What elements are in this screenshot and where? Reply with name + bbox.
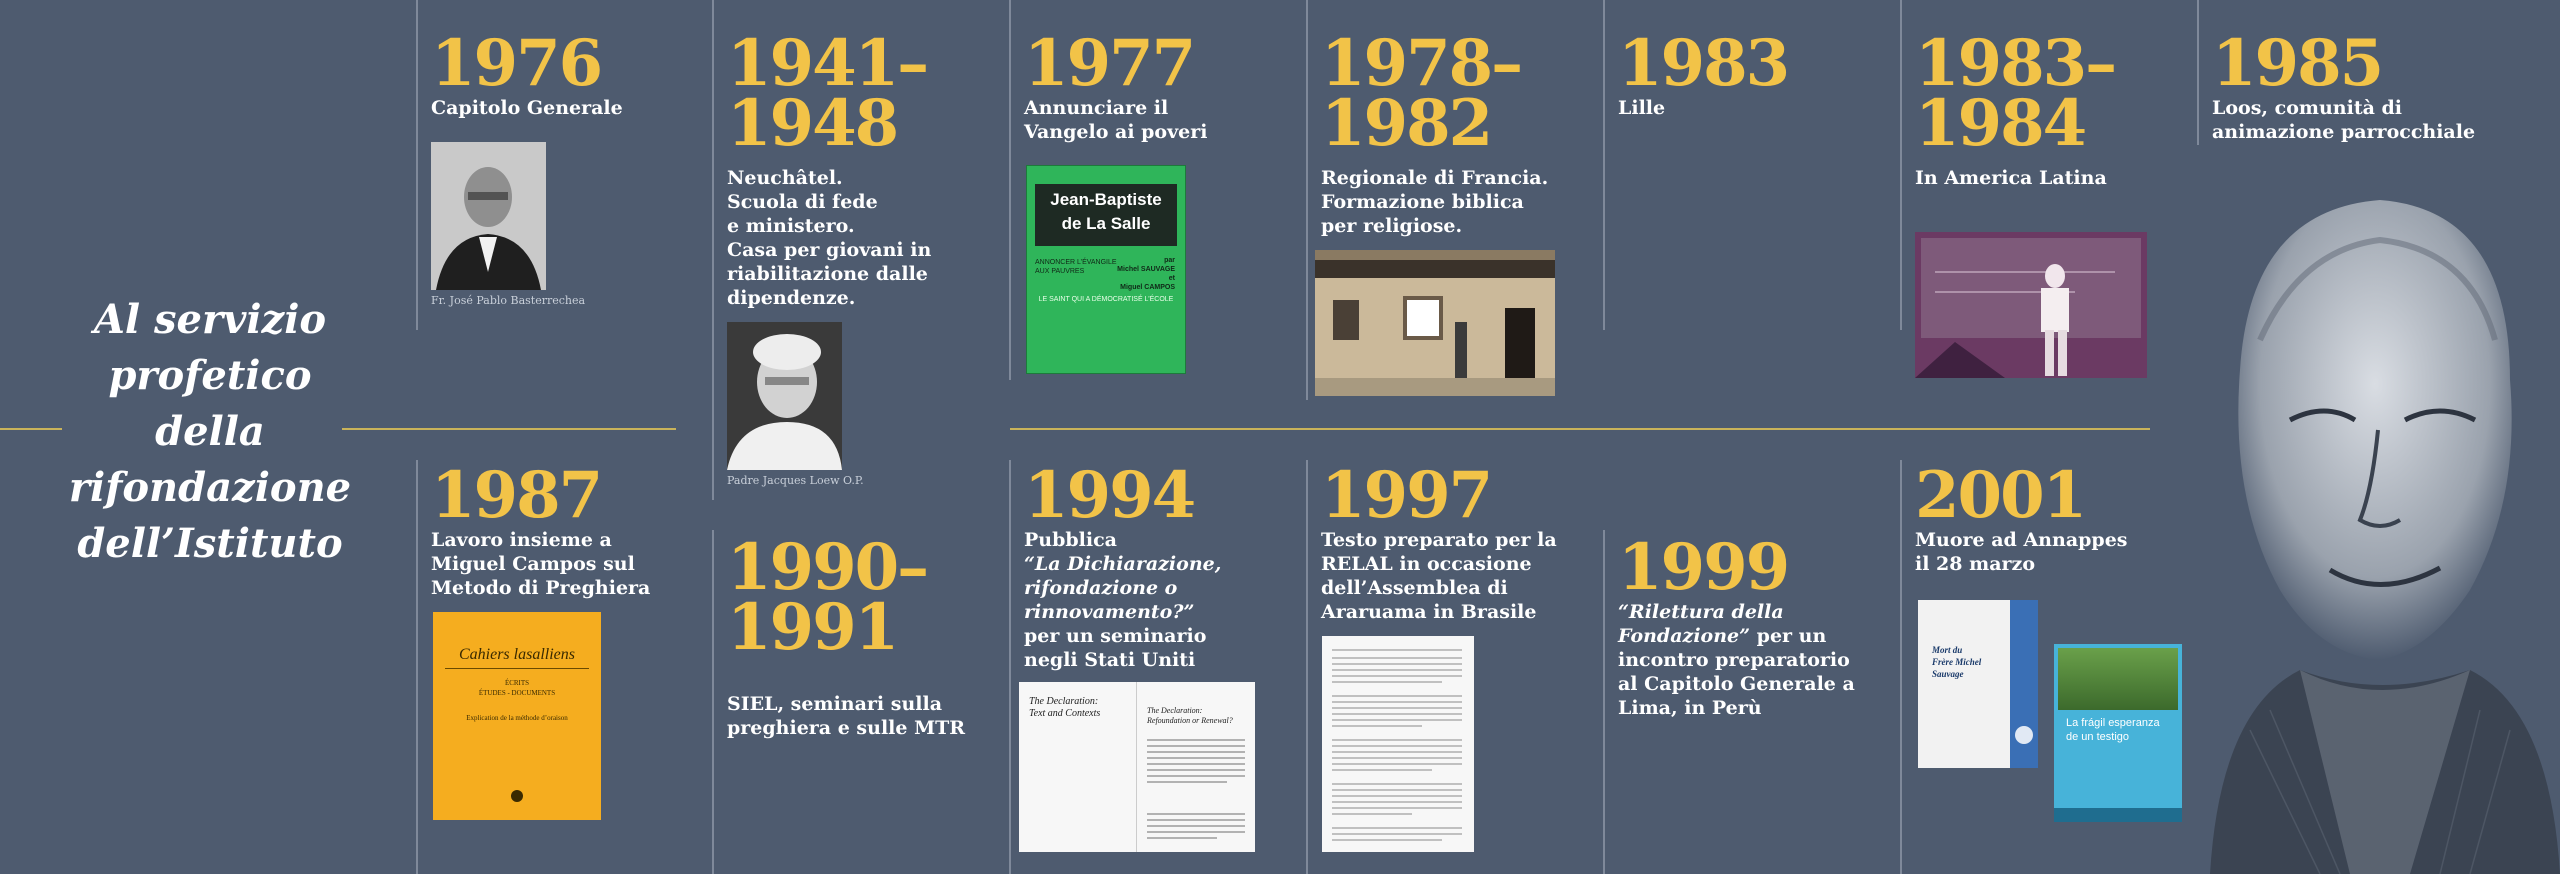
timeline-mid: [342, 428, 676, 430]
book-cover-1977: [1027, 166, 1185, 373]
portrait-photo-basterrechea: [431, 142, 546, 290]
timeline-right: [1010, 428, 2150, 430]
caption-1985: Loos, comunità di animazione parrocchiale: [2212, 97, 2476, 143]
doc-left-title: The Declaration: Text and Contexts: [1029, 696, 1101, 719]
caption-1994: [1024, 528, 1221, 672]
caption-2001: Muore ad Annappes il 28 marzo: [1915, 529, 2128, 575]
title-line: della: [155, 408, 265, 455]
divider: [1603, 530, 1605, 874]
year-1978-1982: 1978– 1982: [1321, 26, 1522, 161]
divider: [712, 0, 714, 500]
divider: [712, 530, 714, 874]
classroom-photo-1983: [1915, 232, 2147, 378]
divider: [1009, 460, 1011, 874]
title-line: profetico: [108, 352, 312, 399]
year-1976: 1976: [431, 26, 602, 101]
portrait-photo-loew: [727, 322, 842, 470]
caption-1978-1982: Regionale di Francia. Formazione biblica per religiose.: [1321, 167, 1549, 237]
divider: [2197, 0, 2199, 145]
caption-1983-1984: In America Latina: [1915, 167, 2107, 189]
caption-1994-a: Pubblica: [1024, 529, 1117, 551]
book-cover-1987: [433, 612, 601, 820]
document-1997: [1322, 636, 1474, 852]
year-1977: 1977: [1024, 26, 1195, 101]
year-1983: 1983: [1618, 26, 1789, 101]
cahiers-sub2: Explication de la méthode d’oraison: [466, 714, 568, 722]
divider: [416, 460, 418, 874]
year-1997: 1997: [1321, 458, 1492, 533]
divider: [1603, 0, 1605, 330]
caption-1983: Lille: [1618, 97, 1666, 119]
year-1990-1991: 1990– 1991: [727, 530, 928, 665]
doc-2001-b-title: La frágil esperanza de un testigo: [2066, 717, 2160, 743]
year-1985: 1985: [2212, 26, 2383, 101]
book-tagline: LE SAINT QUI A DÉMOCRATISÉ L’ÉCOLE: [1038, 296, 1174, 303]
document-2001-a: [1918, 600, 2038, 768]
caption-1999: [1618, 600, 1855, 720]
caption-1941-1948: Neuchâtel. Scuola di fede e ministero. Casa per giovani in riabilitazione dalle dipendenze.: [727, 167, 932, 309]
caption-1977: Annunciare il Vangelo ai poveri: [1024, 97, 1208, 143]
document-1994: [1019, 682, 1255, 852]
divider: [416, 0, 418, 330]
year-1994: 1994: [1024, 458, 1195, 533]
divider: [1306, 460, 1308, 874]
book-authors: par Michel SAUVAGE et Miguel CAMPOS: [1117, 257, 1175, 291]
title-line: rifondazione: [68, 464, 352, 511]
divider: [1009, 0, 1011, 380]
cahiers-title: Cahiers lasalliens: [458, 646, 575, 663]
divider: [1900, 460, 1902, 874]
year-1983-1984: 1983– 1984: [1915, 26, 2116, 161]
portrait-sketch-sauvage: [2150, 170, 2560, 874]
cahiers-sub: ÉCRITS ÉTUDES - DOCUMENTS: [478, 679, 556, 697]
caption-1999-a: “Rilettura della Fondazione”: [1618, 601, 1784, 647]
title-line: dell’Istituto: [77, 520, 343, 567]
doc-2001-a-title: Mort du Frère Michel Sauvage: [1932, 645, 1982, 679]
photo-caption-1976: Fr. José Pablo Basterrechea: [431, 294, 586, 307]
year-1941-1948: 1941– 1948: [727, 26, 928, 161]
year-2001: 2001: [1915, 458, 2086, 533]
book-author: Jean-Baptiste de La Salle: [1050, 190, 1162, 233]
caption-1990-1991: SIEL, seminari sulla preghiera e sulle MTR: [727, 693, 966, 739]
caption-1999-c: per un incontro preparatorio al Capitolo Generale a Lima, in Perù: [1618, 625, 1855, 719]
book-subtitle: ANNONCER L’ÉVANGILE AUX PAUVRES: [1035, 259, 1117, 275]
divider: [1900, 0, 1902, 330]
title-line: Al servizio: [93, 296, 327, 343]
year-1999: 1999: [1618, 530, 1789, 605]
year-1987: 1987: [431, 458, 602, 533]
divider: [1306, 0, 1308, 400]
photo-caption-1941: Padre Jacques Loew O.P.: [727, 474, 864, 487]
caption-1997: Testo preparato per la RELAL in occasione dell’Assemblea di Araruama in Brasile: [1321, 529, 1557, 623]
caption-1976: Capitolo Generale: [431, 97, 623, 119]
caption-1987: Lavoro insieme a Miguel Campos sul Metodo di Preghiera: [431, 529, 651, 599]
building-photo-1978: [1315, 250, 1555, 396]
caption-1994-b: “La Dichiarazione, rifondazione o rinnovamento?”: [1024, 553, 1222, 623]
page-title: [30, 292, 390, 572]
doc-right-title: The Declaration: Refoundation or Renewal?: [1147, 706, 1233, 725]
caption-1994-c: per un seminario negli Stati Uniti: [1024, 625, 1207, 671]
